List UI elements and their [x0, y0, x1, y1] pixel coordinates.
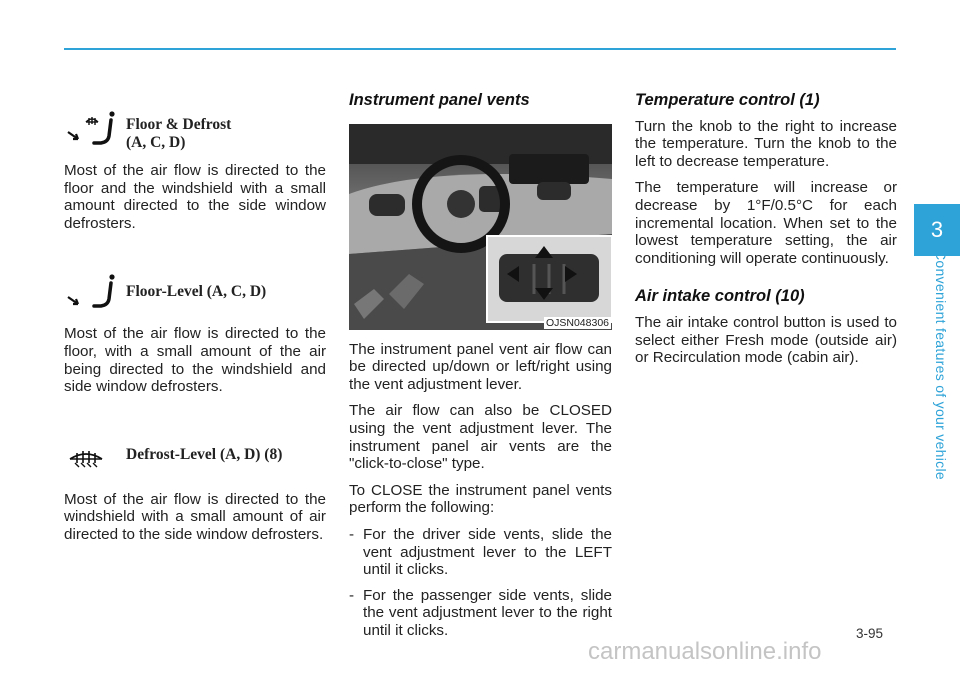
- middle-column: [349, 92, 612, 648]
- paragraph: The instrument panel vent air flow can be directed up/down or left/right using the vent adjustment lever.: [349, 340, 612, 393]
- list-item: - For the passenger side vents, slide the vent adjustment lever to the right until it clicks.: [349, 586, 612, 639]
- list-item: - For the driver side vents, slide the vent adjustment lever to the LEFT until it clicks.: [349, 525, 612, 579]
- dashboard-photo: [349, 124, 612, 330]
- paragraph: The air flow can also be CLOSED using the vent adjustment lever. The instrument panel air vents are the "click-to-close" type.: [349, 402, 612, 473]
- paragraph: Turn the knob to the right to increase the temperature. Turn the knob to the left to decrease temperature.: [635, 117, 897, 170]
- section-heading: Instrument panel vents: [349, 91, 530, 109]
- steps-list: [349, 526, 612, 640]
- list-item-text: For the driver side vents, slide the vent adjustment lever to the LEFT until it clicks.: [363, 525, 612, 579]
- section-heading: Temperature control (1): [635, 91, 820, 109]
- top-rule: [64, 48, 896, 50]
- right-column: [635, 92, 897, 376]
- chapter-tab: 3: [914, 204, 960, 256]
- mode-label-line: (A, C, D): [126, 134, 186, 151]
- watermark: carmanualsonline.info: [588, 638, 822, 665]
- floor-level-icon: [64, 267, 122, 317]
- chapter-title: Convenient features of your vehicle: [933, 250, 949, 480]
- mode-description: Most of the air flow is directed to the floor, with a small amount of the air being directed to the windshield and side window defrosters.: [64, 325, 326, 396]
- mode-label: Defrost-Level (A, D) (8): [126, 445, 283, 463]
- mode-floor-level: [64, 267, 326, 317]
- mode-description: Most of the air flow is directed to the floor and the windshield with a small amount directed to the side window defrosters.: [64, 162, 326, 232]
- mode-label: Floor-Level (A, C, D): [126, 283, 267, 301]
- floor-defrost-icon: [64, 104, 122, 154]
- section-heading: Air intake control (10): [635, 287, 805, 306]
- paragraph: To CLOSE the instrument panel vents perform the following:: [349, 481, 612, 517]
- mode-floor-defrost: [64, 104, 326, 154]
- defrost-level-icon: [64, 433, 122, 483]
- paragraph: The air intake control button is used to select either Fresh mode (outside air) or Recirculation mode (cabin air).: [635, 313, 897, 367]
- left-column: [64, 92, 326, 553]
- page-number: 3-95: [856, 626, 884, 641]
- mode-label-line: Floor & Defrost: [126, 116, 232, 133]
- mode-defrost-level: [64, 433, 326, 483]
- image-code: OJSN048306: [545, 316, 609, 329]
- list-item-text: For the passenger side vents, slide the vent adjustment lever to the right until it clicks.: [363, 586, 612, 639]
- mode-label: [126, 116, 231, 152]
- dashboard-illustration: [349, 124, 612, 330]
- paragraph: The temperature will increase or decrease by 1°F/0.5°C for each incremental location. When set to the lowest temperature setting, the air conditioning will operate continuously.: [635, 179, 897, 267]
- mode-description: Most of the air flow is directed to the windshield with a small amount of air directed to the side window defrosters.: [64, 490, 326, 543]
